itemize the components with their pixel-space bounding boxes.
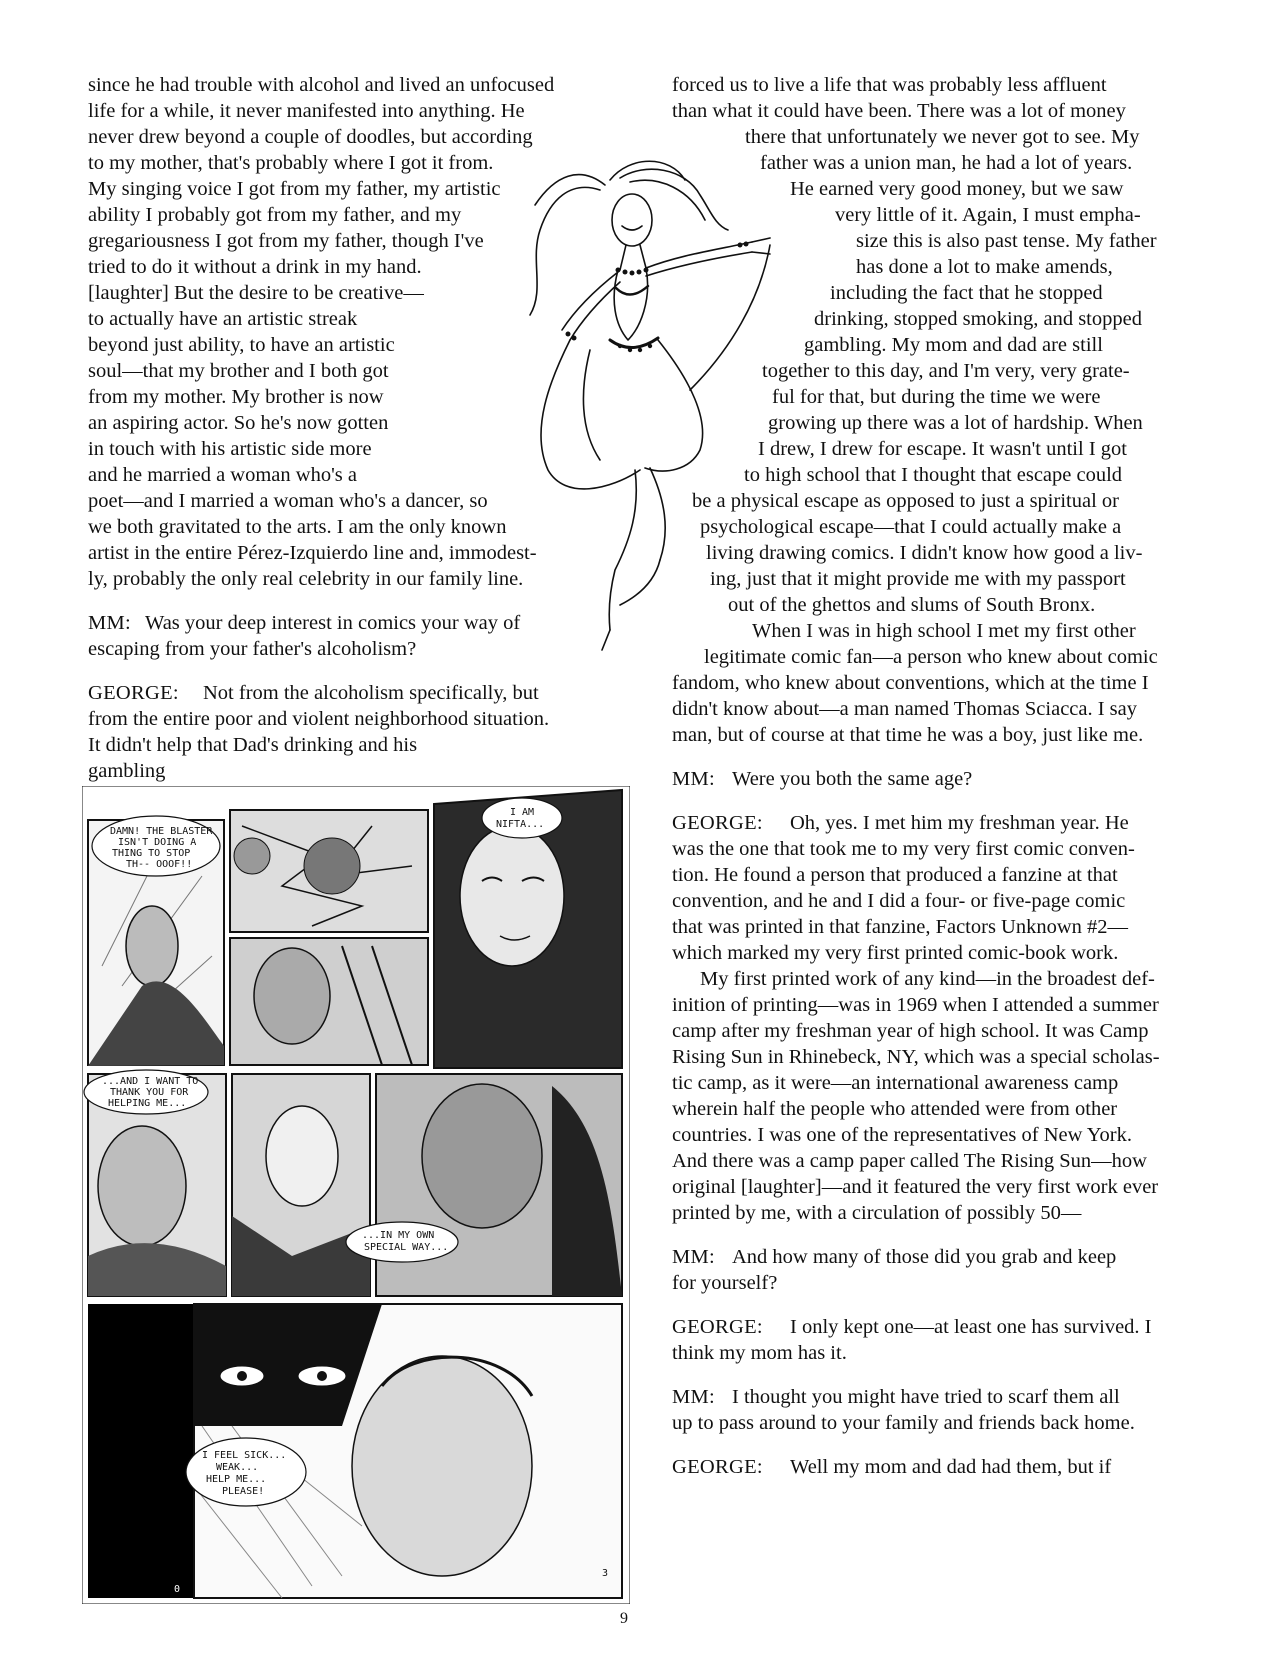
answer-line: was the one that took me to my very first comic conven- <box>672 838 1135 860</box>
right-text-line: He earned very good money, but we saw <box>790 178 1124 200</box>
speech-balloon <box>482 798 562 838</box>
answer-line: from the entire poor and violent neighborhood situation. <box>88 708 550 730</box>
right-text-line: together to this day, and I'm very, very grate- <box>762 360 1130 382</box>
answer-line: original [laughter]—and it featured the very first work ever <box>672 1176 1159 1198</box>
answer-line: Rising Sun in Rhinebeck, NY, which was a special scholas- <box>672 1046 1160 1068</box>
question-line: I thought you might have tried to scarf them all <box>732 1386 1120 1408</box>
right-text-line: growing up there was a lot of hardship. When <box>768 412 1143 434</box>
right-text-line: father was a union man, he had a lot of years. <box>760 152 1133 174</box>
balloon-text: ...IN MY OWN <box>362 1230 435 1241</box>
left-text-line: soul—that my brother and I both got <box>88 360 389 382</box>
dancer-illustration <box>470 150 840 660</box>
left-text-line: My singing voice I got from my father, my artistic <box>88 178 501 200</box>
right-text-line: ful for that, but during the time we were <box>772 386 1101 408</box>
page-number: 9 <box>620 1610 628 1627</box>
speaker-label-mm: MM: <box>672 1386 716 1408</box>
comic-panel-2 <box>230 810 428 932</box>
answer-line: Well my mom and dad had them, but if <box>790 1456 1112 1478</box>
right-text-line: there that unfortunately we never got to see. My <box>745 126 1140 148</box>
answer-line: which marked my very first printed comic-book work. <box>672 942 1119 964</box>
balloon-text: TH-- OOOF!! <box>126 859 193 870</box>
comic-panel-8 <box>88 1304 622 1598</box>
left-text-line: artist in the entire Pérez-Izquierdo line and, immodest- <box>88 542 537 564</box>
right-text-line: legitimate comic fan—a person who knew about comic <box>704 646 1158 668</box>
right-text-line: has done a lot to make amends, <box>856 256 1113 278</box>
comic-panel-4 <box>434 790 622 1068</box>
left-text-line: ly, probably the only real celebrity in our family line. <box>88 568 524 590</box>
comic-panel-5 <box>84 1070 226 1296</box>
speaker-label-mm: MM: <box>88 612 132 634</box>
right-text-line: psychological escape—that I could actually make a <box>700 516 1122 538</box>
speaker-label-george: GEORGE: <box>672 812 763 834</box>
left-text-line: and he married a woman who's a <box>88 464 357 486</box>
right-text-line: I drew, I drew for escape. It wasn't until I got <box>758 438 1127 460</box>
balloon-text: HELP ME... <box>206 1474 267 1485</box>
left-text-line: ability I probably got from my father, and my <box>88 204 462 226</box>
balloon-text: WEAK... <box>216 1462 259 1473</box>
right-text-line: very little of it. Again, I must empha- <box>835 204 1141 226</box>
left-text-line: an aspiring actor. So he's now gotten <box>88 412 389 434</box>
right-text-line: forced us to live a life that was probably less affluent <box>672 74 1107 96</box>
balloon-text: ...AND I WANT TO <box>102 1076 199 1087</box>
answer-line: inition of printing—was in 1969 when I attended a summer <box>672 994 1159 1016</box>
balloon-text: THING TO STOP <box>112 848 191 859</box>
balloon-text: I FEEL SICK... <box>202 1450 287 1461</box>
question-line: And how many of those did you grab and keep <box>732 1246 1117 1268</box>
right-text-line: gambling. My mom and dad are still <box>804 334 1103 356</box>
balloon-text: HELPING ME... <box>108 1098 187 1109</box>
right-text-line: than what it could have been. There was a lot of money <box>672 100 1126 122</box>
right-text-line: out of the ghettos and slums of South Bronx. <box>728 594 1096 616</box>
balloon-text: NIFTA... <box>496 819 545 830</box>
answer-line: camp after my freshman year of high school. It was Camp <box>672 1020 1149 1042</box>
balloon-text: SPECIAL WAY... <box>364 1242 449 1253</box>
left-text-line: since he had trouble with alcohol and lived an unfocused <box>88 74 555 96</box>
answer-line: tion. He found a person that produced a fanzine at that <box>672 864 1118 886</box>
speaker-label-george: GEORGE: <box>672 1316 763 1338</box>
right-text-line: man, but of course at that time he was a boy, just like me. <box>672 724 1144 746</box>
question-line: for yourself? <box>672 1272 778 1294</box>
comic-panel-3 <box>230 938 428 1065</box>
answer-line: countries. I was one of the representatives of New York. <box>672 1124 1132 1146</box>
question-line: Was your deep interest in comics your way of <box>145 612 521 634</box>
answer-line: It didn't help that Dad's drinking and his <box>88 734 418 756</box>
speaker-label-george: GEORGE: <box>88 682 179 704</box>
balloon-text: PLEASE! <box>222 1486 265 1497</box>
balloon-text: DAMN! THE BLASTER <box>110 826 213 837</box>
left-text-line: tried to do it without a drink in my hand. <box>88 256 422 278</box>
answer-line: printed by me, with a circulation of possibly 50— <box>672 1202 1082 1224</box>
comic-page-mark-right: 3 <box>602 1568 609 1579</box>
left-text-line: poet—and I married a woman who's a dancer, so <box>88 490 488 512</box>
answer-line: wherein half the people who attended were from other <box>672 1098 1118 1120</box>
right-text-line: drinking, stopped smoking, and stopped <box>814 308 1142 330</box>
left-text-line: [laughter] But the desire to be creative— <box>88 282 424 304</box>
comic-panel-1 <box>88 816 224 1066</box>
answer-line: Oh, yes. I met him my freshman year. He <box>790 812 1129 834</box>
right-text-line: ing, just that it might provide me with my passport <box>710 568 1126 590</box>
right-text-line: to high school that I thought that escape could <box>744 464 1123 486</box>
answer-line: And there was a camp paper called The Rising Sun—how <box>672 1150 1147 1172</box>
comic-panel-6 <box>232 1074 370 1296</box>
left-text-line: never drew beyond a couple of doodles, but according <box>88 126 533 148</box>
answer-line: Not from the alcoholism specifically, but <box>203 682 539 704</box>
left-text-line: gregariousness I got from my father, though I've <box>88 230 484 252</box>
question-line: escaping from your father's alcoholism? <box>88 638 417 660</box>
answer-line: that was printed in that fanzine, Factors Unknown #2— <box>672 916 1129 938</box>
comic-page-mark-left: 0 <box>174 1584 181 1595</box>
speaker-label-mm: MM: <box>672 1246 716 1268</box>
answer-line: tic camp, as it were—an international awareness camp <box>672 1072 1119 1094</box>
right-text-line: didn't know about—a man named Thomas Sciacca. I say <box>672 698 1138 720</box>
balloon-text: ISN'T DOING A <box>118 837 197 848</box>
answer-line: convention, and he and I did a four- or five-page comic <box>672 890 1126 912</box>
left-text-line: we both gravitated to the arts. I am the only known <box>88 516 507 538</box>
question-line: up to pass around to your family and friends back home. <box>672 1412 1135 1434</box>
right-text-line: living drawing comics. I didn't know how good a liv- <box>706 542 1143 564</box>
balloon-text: THANK YOU FOR <box>110 1087 189 1098</box>
question-line: Were you both the same age? <box>732 768 973 790</box>
answer-line: I only kept one—at least one has survived. I <box>790 1316 1152 1338</box>
left-text-line: to actually have an artistic streak <box>88 308 358 330</box>
balloon-text: I AM <box>510 807 535 818</box>
comic-page-artwork <box>82 786 630 1604</box>
comic-panel-7 <box>346 1074 622 1296</box>
left-text-line: in touch with his artistic side more <box>88 438 372 460</box>
left-text-line: life for a while, it never manifested into anything. He <box>88 100 525 122</box>
answer-line: gambling <box>88 760 166 782</box>
right-text-line: fandom, who knew about conventions, which at the time I <box>672 672 1149 694</box>
right-text-line: including the fact that he stopped <box>830 282 1103 304</box>
right-text-line: size this is also past tense. My father <box>856 230 1157 252</box>
right-text-line: When I was in high school I met my first other <box>752 620 1136 642</box>
answer-line: think my mom has it. <box>672 1342 847 1364</box>
answer-line: My first printed work of any kind—in the broadest def- <box>700 968 1155 990</box>
right-text-line: be a physical escape as opposed to just a spiritual or <box>692 490 1119 512</box>
left-text-line: beyond just ability, to have an artistic <box>88 334 395 356</box>
left-text-line: to my mother, that's probably where I got it from. <box>88 152 494 174</box>
speaker-label-george: GEORGE: <box>672 1456 763 1478</box>
speaker-label-mm: MM: <box>672 768 716 790</box>
left-text-line: from my mother. My brother is now <box>88 386 384 408</box>
